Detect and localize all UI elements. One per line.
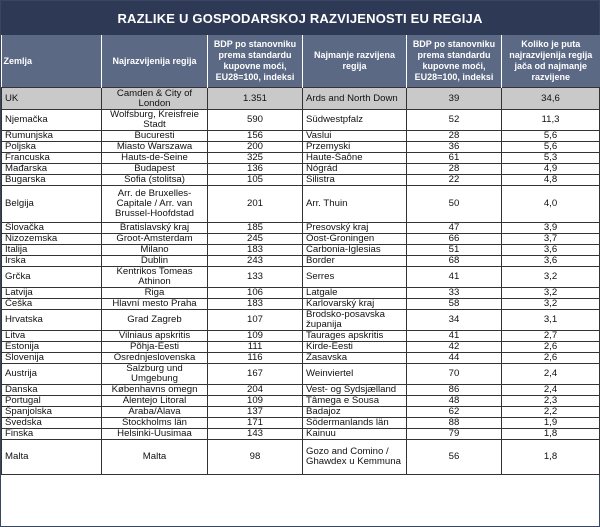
row-country: Češka xyxy=(2,299,102,310)
row-top-region: Põhja-Eesti xyxy=(102,342,208,353)
table-row xyxy=(2,175,600,186)
row-country: Danska xyxy=(2,385,102,396)
row-top-gdp: 167 xyxy=(208,364,303,385)
row-bottom-region: Södermanlands län xyxy=(303,418,407,429)
table-row xyxy=(2,223,600,234)
row-top-region: Kentrikos Tomeas Athinon xyxy=(102,267,208,288)
row-ratio: 34,6 xyxy=(502,88,600,110)
row-country: Finska xyxy=(2,429,102,440)
row-ratio: 2,4 xyxy=(502,385,600,396)
row-top-gdp: 201 xyxy=(208,186,303,223)
row-bottom-gdp: 58 xyxy=(407,299,502,310)
row-top-region: Camden & City of London xyxy=(102,88,208,110)
row-bottom-gdp: 56 xyxy=(407,440,502,475)
row-ratio: 2,7 xyxy=(502,331,600,342)
row-top-region: Sofia (stolitsa) xyxy=(102,175,208,186)
row-top-region: Budapest xyxy=(102,164,208,175)
row-top-region: Osrednjeslovenska xyxy=(102,353,208,364)
row-ratio: 3,7 xyxy=(502,234,600,245)
row-top-region: Stockholms län xyxy=(102,418,208,429)
row-top-region: Wolfsburg, Kreisfreie Stadt xyxy=(102,110,208,131)
row-top-gdp: 171 xyxy=(208,418,303,429)
table-row xyxy=(2,88,600,110)
row-ratio: 3,2 xyxy=(502,299,600,310)
table-row xyxy=(2,396,600,407)
row-top-gdp: 133 xyxy=(208,267,303,288)
row-ratio: 1,8 xyxy=(502,429,600,440)
row-ratio: 3,1 xyxy=(502,310,600,331)
table-row xyxy=(2,429,600,440)
row-country: Litva xyxy=(2,331,102,342)
row-top-gdp: 1.351 xyxy=(208,88,303,110)
col-header-top-gdp: BDP po stanovniku prema standardu kupovne moći, EU28=100, indeksi xyxy=(208,35,303,88)
row-top-gdp: 245 xyxy=(208,234,303,245)
row-country: Malta xyxy=(2,440,102,475)
row-bottom-gdp: 48 xyxy=(407,396,502,407)
row-top-gdp: 325 xyxy=(208,153,303,164)
table-row xyxy=(2,131,600,142)
table-row xyxy=(2,245,600,256)
row-bottom-region: Carbonia-Iglesias xyxy=(303,245,407,256)
row-top-gdp: 185 xyxy=(208,223,303,234)
row-country: Španjolska xyxy=(2,407,102,418)
row-top-gdp: 200 xyxy=(208,142,303,153)
row-top-gdp: 183 xyxy=(208,299,303,310)
row-bottom-region: Brodsko-posavska županija xyxy=(303,310,407,331)
row-ratio: 3,2 xyxy=(502,267,600,288)
row-top-region: Salzburg und Umgebung xyxy=(102,364,208,385)
row-ratio: 4,8 xyxy=(502,175,600,186)
row-top-gdp: 109 xyxy=(208,396,303,407)
row-ratio: 2,6 xyxy=(502,353,600,364)
row-top-gdp: 109 xyxy=(208,331,303,342)
row-ratio: 3,9 xyxy=(502,223,600,234)
row-ratio: 1,9 xyxy=(502,418,600,429)
row-bottom-region: Gozo and Comino / Ghawdex u Kemmuna xyxy=(303,440,407,475)
row-top-gdp: 106 xyxy=(208,288,303,299)
row-bottom-gdp: 28 xyxy=(407,164,502,175)
row-bottom-gdp: 66 xyxy=(407,234,502,245)
row-bottom-gdp: 28 xyxy=(407,131,502,142)
row-ratio: 4,0 xyxy=(502,186,600,223)
col-header-top-region: Najrazvijenija regija xyxy=(102,35,208,88)
row-country: Grčka xyxy=(2,267,102,288)
table-row xyxy=(2,364,600,385)
row-bottom-region: Tâmega e Sousa xyxy=(303,396,407,407)
row-bottom-gdp: 88 xyxy=(407,418,502,429)
row-top-gdp: 143 xyxy=(208,429,303,440)
table-row xyxy=(2,288,600,299)
row-bottom-region: Presovský kraj xyxy=(303,223,407,234)
row-bottom-region: Vaslui xyxy=(303,131,407,142)
row-bottom-region: Kirde-Eesti xyxy=(303,342,407,353)
table-row xyxy=(2,142,600,153)
row-bottom-region: Vest- og Sydsjælland xyxy=(303,385,407,396)
row-bottom-gdp: 52 xyxy=(407,110,502,131)
row-top-region: Groot-Amsterdam xyxy=(102,234,208,245)
row-top-gdp: 156 xyxy=(208,131,303,142)
row-top-region: Helsinki-Uusimaa xyxy=(102,429,208,440)
row-top-gdp: 590 xyxy=(208,110,303,131)
row-top-region: Dublin xyxy=(102,256,208,267)
row-bottom-region: Silistra xyxy=(303,175,407,186)
row-bottom-gdp: 41 xyxy=(407,267,502,288)
row-top-region: Malta xyxy=(102,440,208,475)
row-country: Poljska xyxy=(2,142,102,153)
row-bottom-region: Serres xyxy=(303,267,407,288)
row-bottom-gdp: 33 xyxy=(407,288,502,299)
row-top-region: Arr. de Bruxelles-Capitale / Arr. van Brussel-Hoofdstad xyxy=(102,186,208,223)
row-bottom-region: Weinviertel xyxy=(303,364,407,385)
row-bottom-region: Zasavska xyxy=(303,353,407,364)
row-ratio: 4,9 xyxy=(502,164,600,175)
row-country: Latvija xyxy=(2,288,102,299)
row-ratio: 2,2 xyxy=(502,407,600,418)
row-country: Rumunjska xyxy=(2,131,102,142)
col-header-bottom-gdp: BDP po stanovniku prema standardu kupovne moći, EU28=100, indeksi xyxy=(407,35,502,88)
row-ratio: 3,6 xyxy=(502,256,600,267)
row-top-gdp: 183 xyxy=(208,245,303,256)
row-bottom-gdp: 44 xyxy=(407,353,502,364)
row-country: Austrija xyxy=(2,364,102,385)
row-country: Mađarska xyxy=(2,164,102,175)
table-row xyxy=(2,407,600,418)
row-top-gdp: 243 xyxy=(208,256,303,267)
row-country: Švedska xyxy=(2,418,102,429)
row-country: Njemačka xyxy=(2,110,102,131)
row-bottom-region: Ards and North Down xyxy=(303,88,407,110)
row-bottom-region: Karlovarský kraj xyxy=(303,299,407,310)
table-title: RAZLIKE U GOSPODARSKOJ RAZVIJENOSTI EU REGIJA xyxy=(1,1,599,35)
row-top-region: Alentejo Litoral xyxy=(102,396,208,407)
table-body xyxy=(2,88,600,475)
header-row xyxy=(2,35,600,88)
table-row xyxy=(2,440,600,475)
row-country: Belgija xyxy=(2,186,102,223)
row-ratio: 1,8 xyxy=(502,440,600,475)
row-bottom-region: Kainuu xyxy=(303,429,407,440)
row-bottom-gdp: 50 xyxy=(407,186,502,223)
table-row xyxy=(2,164,600,175)
row-ratio: 3,6 xyxy=(502,245,600,256)
row-country: Nizozemska xyxy=(2,234,102,245)
row-bottom-gdp: 62 xyxy=(407,407,502,418)
row-top-region: Bratislavský kraj xyxy=(102,223,208,234)
row-top-gdp: 137 xyxy=(208,407,303,418)
row-bottom-region: Nógrád xyxy=(303,164,407,175)
row-bottom-region: Przemyski xyxy=(303,142,407,153)
table-row xyxy=(2,299,600,310)
row-bottom-gdp: 51 xyxy=(407,245,502,256)
row-bottom-region: Taurages apskritis xyxy=(303,331,407,342)
row-bottom-region: Oost-Groningen xyxy=(303,234,407,245)
row-bottom-gdp: 61 xyxy=(407,153,502,164)
row-top-region: Milano xyxy=(102,245,208,256)
row-ratio: 2,4 xyxy=(502,364,600,385)
row-bottom-region: Haute-Saône xyxy=(303,153,407,164)
row-bottom-gdp: 86 xyxy=(407,385,502,396)
row-ratio: 11,3 xyxy=(502,110,600,131)
row-top-region: Vilniaus apskritis xyxy=(102,331,208,342)
table-row xyxy=(2,418,600,429)
row-top-gdp: 107 xyxy=(208,310,303,331)
row-top-gdp: 204 xyxy=(208,385,303,396)
regions-table xyxy=(1,35,600,475)
row-top-gdp: 105 xyxy=(208,175,303,186)
row-top-region: Araba/Álava xyxy=(102,407,208,418)
table-row xyxy=(2,110,600,131)
table-row xyxy=(2,353,600,364)
row-bottom-gdp: 39 xyxy=(407,88,502,110)
row-bottom-gdp: 42 xyxy=(407,342,502,353)
col-header-bottom-region: Najmanje razvijena regija xyxy=(303,35,407,88)
row-country: Francuska xyxy=(2,153,102,164)
row-ratio: 3,2 xyxy=(502,288,600,299)
row-bottom-gdp: 68 xyxy=(407,256,502,267)
row-ratio: 2,6 xyxy=(502,342,600,353)
row-top-region: Hlavní mesto Praha xyxy=(102,299,208,310)
row-ratio: 2,3 xyxy=(502,396,600,407)
row-bottom-gdp: 70 xyxy=(407,364,502,385)
row-country: Italija xyxy=(2,245,102,256)
table-row xyxy=(2,234,600,245)
row-top-region: Miasto Warszawa xyxy=(102,142,208,153)
col-header-country: Zemlja xyxy=(2,35,102,88)
row-bottom-gdp: 41 xyxy=(407,331,502,342)
row-bottom-gdp: 34 xyxy=(407,310,502,331)
row-country: Irska xyxy=(2,256,102,267)
row-top-gdp: 116 xyxy=(208,353,303,364)
row-country: Hrvatska xyxy=(2,310,102,331)
row-bottom-gdp: 22 xyxy=(407,175,502,186)
row-bottom-gdp: 36 xyxy=(407,142,502,153)
row-top-region: Københavns omegn xyxy=(102,385,208,396)
row-country: Bugarska xyxy=(2,175,102,186)
row-bottom-region: Badajoz xyxy=(303,407,407,418)
row-top-gdp: 136 xyxy=(208,164,303,175)
table-row xyxy=(2,331,600,342)
table-row xyxy=(2,385,600,396)
table-row xyxy=(2,267,600,288)
table-row xyxy=(2,310,600,331)
col-header-ratio: Koliko je puta najrazvijenija regija jača od najmanje razvijene xyxy=(502,35,600,88)
row-country: Estonija xyxy=(2,342,102,353)
table-row xyxy=(2,256,600,267)
row-bottom-region: Latgale xyxy=(303,288,407,299)
row-ratio: 5,6 xyxy=(502,131,600,142)
row-bottom-region: Arr. Thuin xyxy=(303,186,407,223)
row-country: Portugal xyxy=(2,396,102,407)
table-row xyxy=(2,186,600,223)
row-top-gdp: 98 xyxy=(208,440,303,475)
row-bottom-region: Border xyxy=(303,256,407,267)
row-top-region: Grad Zagreb xyxy=(102,310,208,331)
row-ratio: 5,6 xyxy=(502,142,600,153)
row-country: Slovačka xyxy=(2,223,102,234)
row-country: Slovenija xyxy=(2,353,102,364)
row-top-region: Hauts-de-Seine xyxy=(102,153,208,164)
row-top-gdp: 111 xyxy=(208,342,303,353)
row-ratio: 5,3 xyxy=(502,153,600,164)
row-bottom-gdp: 79 xyxy=(407,429,502,440)
table-row xyxy=(2,153,600,164)
row-country: UK xyxy=(2,88,102,110)
row-top-region: Bucuresti xyxy=(102,131,208,142)
row-bottom-gdp: 47 xyxy=(407,223,502,234)
row-bottom-region: Südwestpfalz xyxy=(303,110,407,131)
table-row xyxy=(2,342,600,353)
row-top-region: Riga xyxy=(102,288,208,299)
